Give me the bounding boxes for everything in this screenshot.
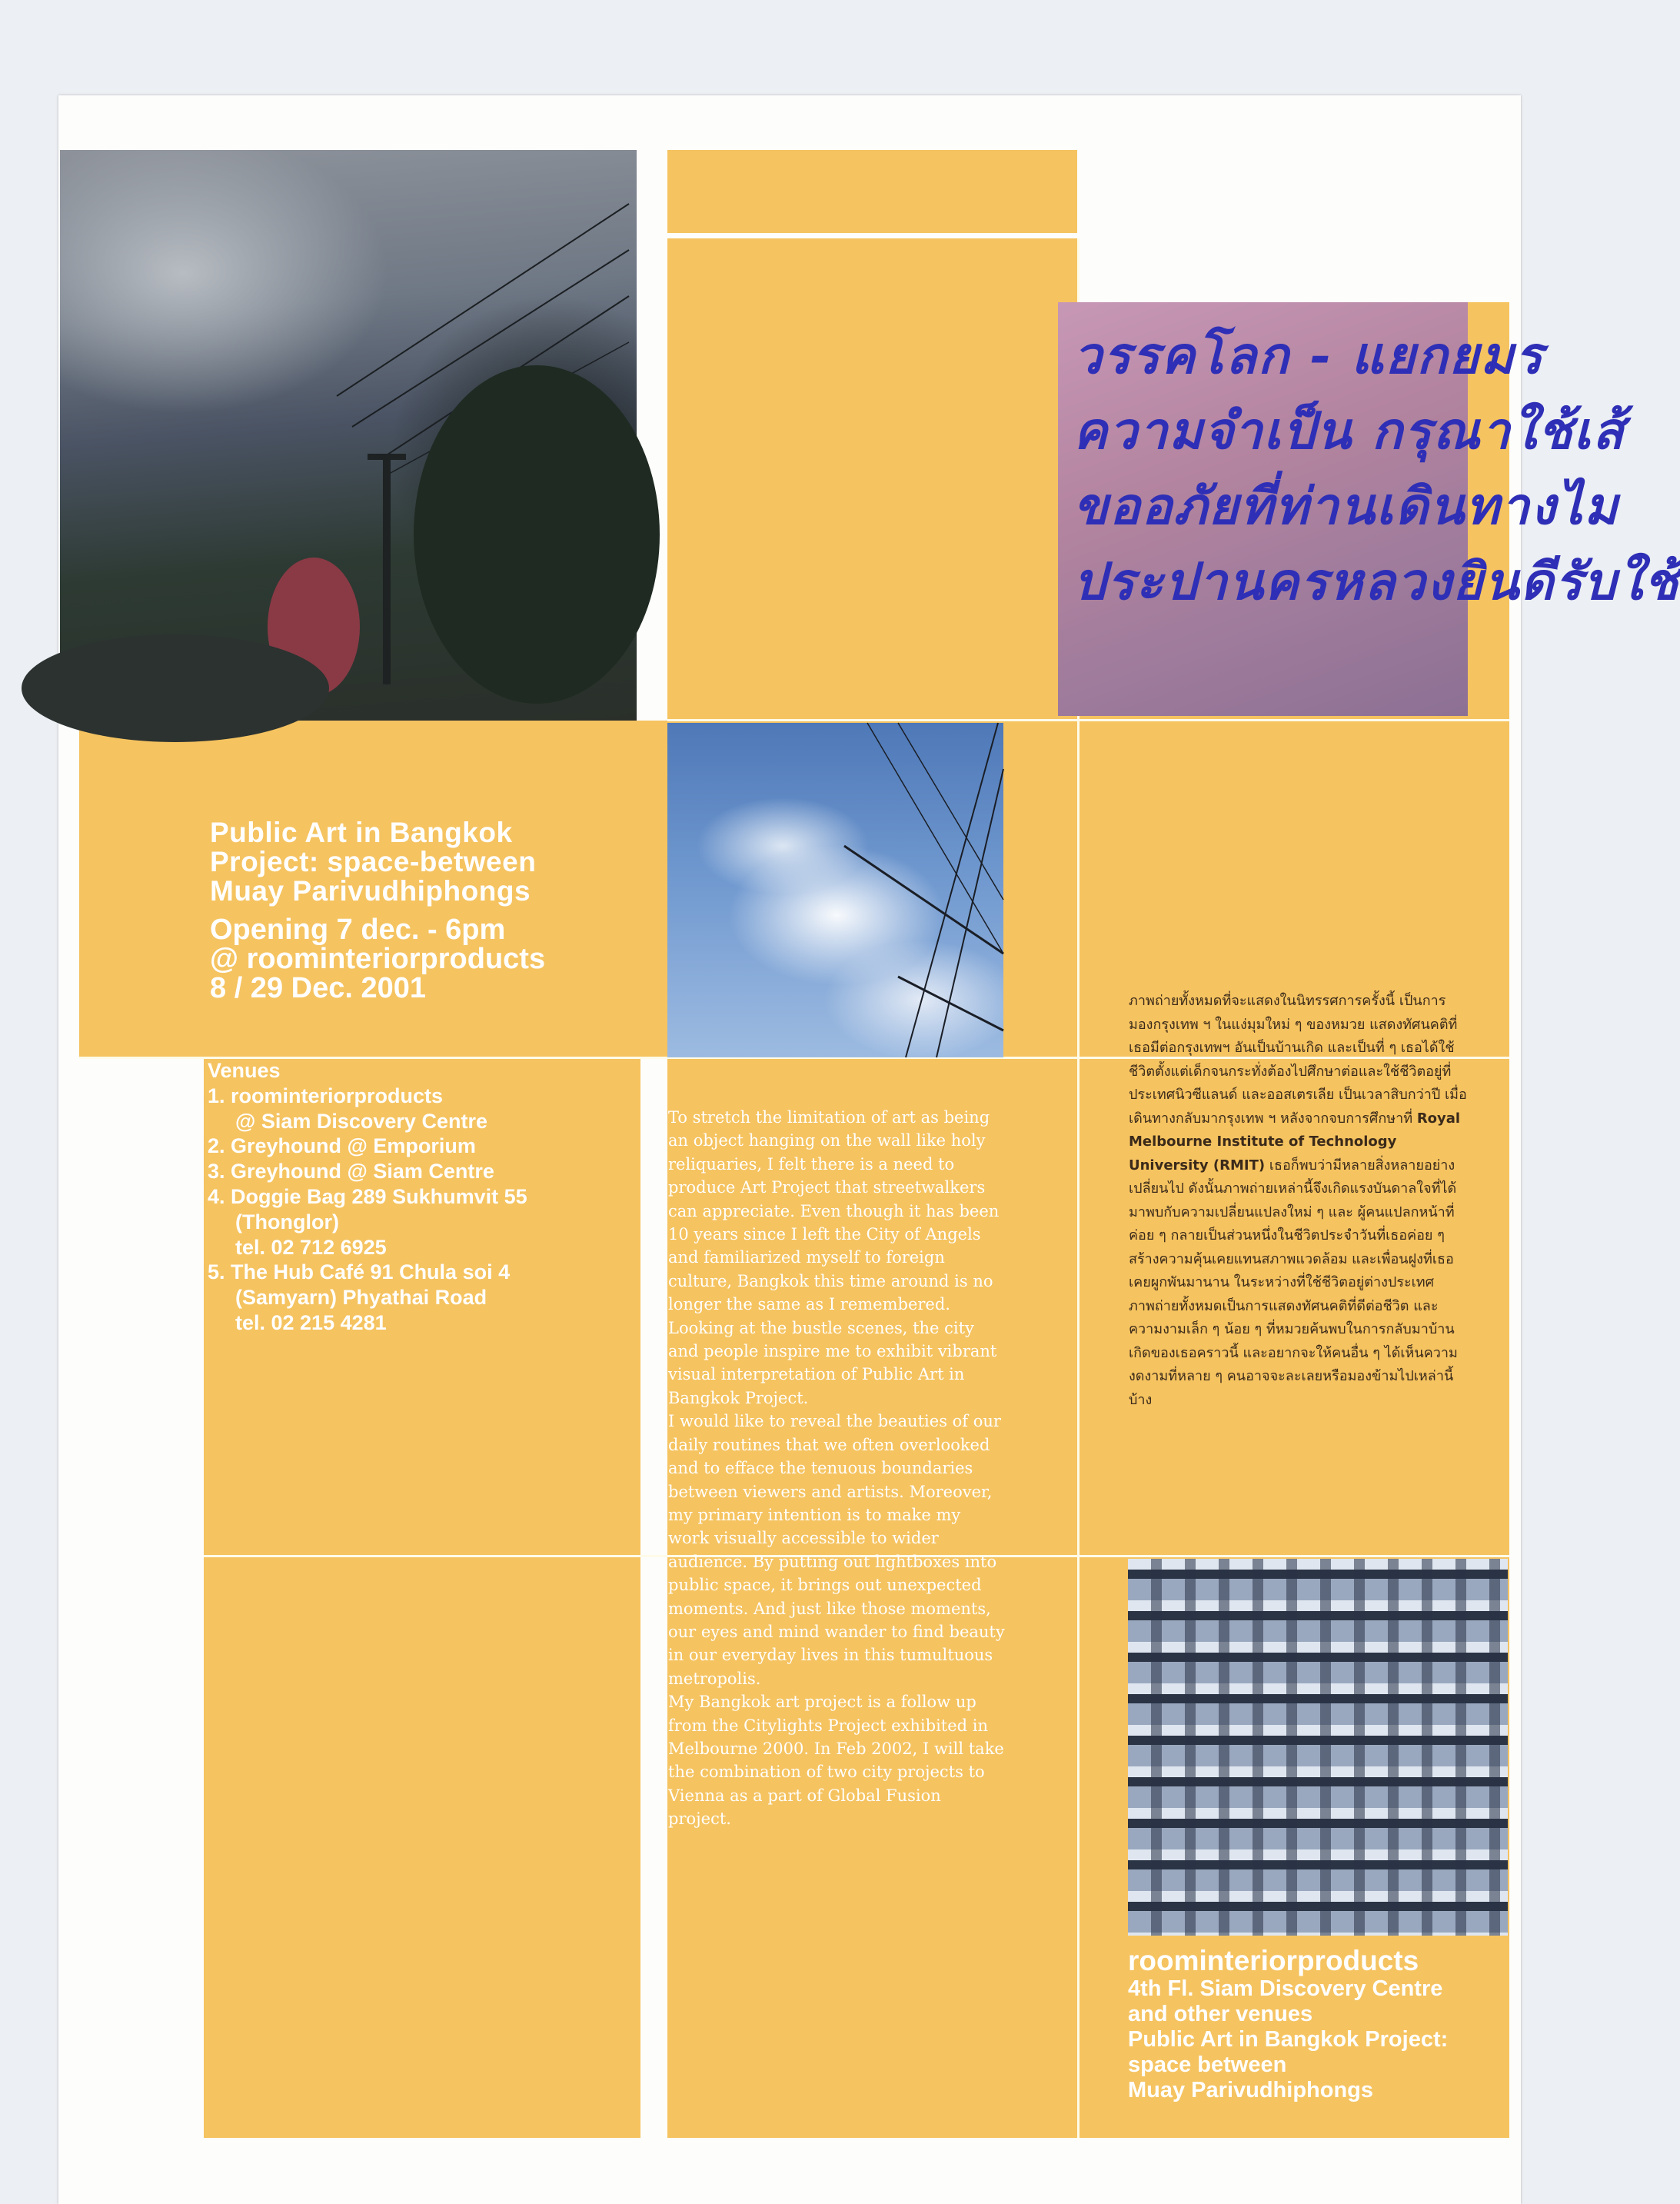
artist-statement xyxy=(668,1106,1006,1831)
summary-line: and other venues xyxy=(1128,2002,1313,2026)
venue-line: (Samyarn) Phyathai Road xyxy=(235,1286,487,1310)
thai-sign-photo xyxy=(1058,302,1680,716)
statement-paragraph: My Bangkok art project is a follow up from the Citylights Project exhibited in Melbourne 2000. In Feb 2002, I will take the combination of two city projects to Vienna as a part of Global Fusion project. xyxy=(668,1693,1004,1829)
summary-line: Public Art in Bangkok Project: xyxy=(1128,2027,1449,2052)
thai-statement xyxy=(1129,990,1467,1412)
venues-list xyxy=(208,1058,638,1336)
summary-line: space between xyxy=(1128,2053,1287,2077)
statement-paragraph: I would like to reveal the beauties of our daily routines that we often overlooked and to efface the tenuous boundaries between viewers and artists. Moreover, my primary intention is to make my work visually accessible to wider audience. By putting out lightboxes into public space, it brings out unexpected moments. And just like those moments, our eyes and mind wander to find beauty in our everyday lives in this tumultuous metropolis. xyxy=(668,1412,1005,1688)
title-line: Public Art in Bangkok xyxy=(210,817,513,848)
exhibition-title-block xyxy=(210,818,640,1003)
thai-statement-part: เธอก็พบว่ามีหลายสิ่งหลายอย่างเปลี่ยนไป ดังนั้นภาพถ่ายเหล่านี้จึงเกิดแรงบันดาลใจที่ได้มาพบกับความเปลี่ยนแปลงใหม่ ๆ และ ผู้คนแปลกหน้าที่ค่อย ๆ กลายเป็นส่วนหนึ่งในชีวิตประจำวันที่เธอค่อย ๆ สร้างความคุ้นเคยแทนสภาพแวดล้อม และเพื่อนฝูงที่เธอเคยผูกพันมานาน ในระหว่างที่ใช้ชีวิตอยู่ต่างประเทศ ภาพถ่ายทั้งหมดเป็นการแสดงทัศนคติที่ดีต่อชีวิต และ ความงามเล็ก ๆ น้อย ๆ ที่หมวยค้นพบในการกลับมาบ้านเกิดของเธอคราวนี้ และอยากจะให้คนอื่น ๆ ได้เห็นความงดงามที่หลาย ๆ คนอาจจะละเลยหรือมองข้ามไปเหล่านี้บ้าง xyxy=(1129,1157,1458,1408)
wires-graphic xyxy=(667,723,1003,1057)
opening-line: Opening 7 dec. - 6pm xyxy=(210,914,506,946)
statement-paragraph: To stretch the limitation of art as being an object hanging on the wall like holy reliquaries, I felt there is a need to produce Art Project that streetwalkers can appreciate. Even though it has been 10 years since I left the City of Angels and familiarized myself to foreign culture, Bangkok this time around is no longer the same as I remembered. Looking at the bustle scenes, the city and people inspire me to exhibit vibrant visual interpretation of Public Art in Bangkok Project. xyxy=(668,1108,1000,1407)
venue-line: @ Siam Discovery Centre xyxy=(235,1109,487,1133)
venue-line: tel. 02 712 6925 xyxy=(235,1235,387,1259)
venue-line: 2. Greyhound @ Emporium xyxy=(208,1134,476,1158)
divider-line xyxy=(667,719,1509,721)
venue-line: 4. Doggie Bag 289 Sukhumvit 55 xyxy=(208,1184,527,1208)
title-line: Muay Parivudhiphongs xyxy=(210,875,531,907)
title-line: Project: space-between xyxy=(210,846,537,877)
building-windows xyxy=(1128,1559,1508,1936)
thai-statement-part: ภาพถ่ายทั้งหมดที่จะแสดงในนิทรรศการครั้งนี้ เป็นการมองกรุงเทพ ฯ ในแง่มุมใหม่ ๆ ของหมวย แสดงทัศนคติที่เธอมีต่อกรุงเทพฯ อันเป็นบ้านเกิด และเป็นที่ ๆ เธอได้ใช้ชีวิตตั้งแต่เด็กจนกระทั่งต้องไปศึกษาต่อและใช้ชีวิตอยู่ที่ประเทศนิวซีแลนด์ และออสเตรเลีย เป็นเวลาสิบกว่าปี เมื่อเดินทางกลับมากรุงเทพ ฯ หลังจากจบการศึกษาที่ xyxy=(1129,993,1467,1127)
venue-summary-block xyxy=(1128,1946,1482,2103)
institution-name: Royal Melbourne Institute of Technology University (RMIT) xyxy=(1129,1110,1461,1174)
venues-heading: Venues xyxy=(208,1059,281,1082)
street-reflection-photo xyxy=(60,150,637,721)
thai-sign-lettering: วรรคโลก - แยกยมร ความจำเป็น กรุณาใช้เส้ ขออภัยที่ท่านเดินทางไม ประปานครหลวงยินดีรับใช้ xyxy=(1073,325,1680,611)
power-lines-graphic xyxy=(60,150,637,721)
panel-middle-top xyxy=(667,150,1077,233)
summary-line: 4th Fl. Siam Discovery Centre xyxy=(1128,1976,1443,2001)
opening-line: @ roominteriorproducts xyxy=(210,943,546,975)
summary-line: Muay Parivudhiphongs xyxy=(1128,2078,1374,2102)
venue-line: tel. 02 215 4281 xyxy=(235,1310,387,1334)
venue-line: 5. The Hub Café 91 Chula soi 4 xyxy=(208,1260,511,1284)
sky-wires-photo xyxy=(667,723,1003,1057)
panel-middle-upper xyxy=(667,238,1077,721)
brand-name: roominteriorproducts xyxy=(1128,1945,1419,1976)
venue-line: 3. Greyhound @ Siam Centre xyxy=(208,1160,494,1184)
venue-line: (Thonglor) xyxy=(235,1210,339,1234)
apartment-building-photo xyxy=(1128,1559,1508,1936)
venue-line: 1. roominteriorproducts xyxy=(208,1084,444,1107)
opening-line: 8 / 29 Dec. 2001 xyxy=(210,972,426,1004)
